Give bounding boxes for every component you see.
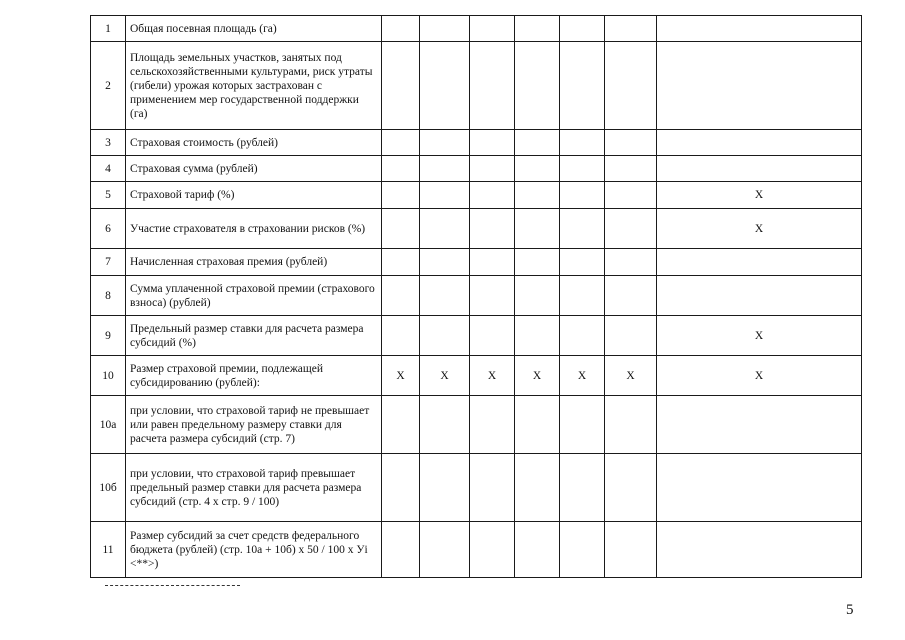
value-cell <box>382 454 420 522</box>
not-applicable-mark: X <box>657 356 862 396</box>
table-row <box>91 42 862 130</box>
page-number: 5 <box>846 602 854 618</box>
value-cell <box>657 156 862 182</box>
value-cell <box>560 130 605 156</box>
row-number: 10 <box>91 356 126 396</box>
row-label: Страховая стоимость (рублей) <box>126 130 382 156</box>
not-applicable-mark: X <box>657 209 862 249</box>
value-cell <box>560 276 605 316</box>
table-row <box>91 130 862 156</box>
value-cell <box>605 182 657 209</box>
value-cell <box>420 454 470 522</box>
table-row <box>91 182 862 209</box>
value-cell <box>470 182 515 209</box>
not-applicable-mark: X <box>605 356 657 396</box>
value-cell <box>605 16 657 42</box>
value-cell <box>657 16 862 42</box>
value-cell <box>605 522 657 578</box>
row-label: Страховой тариф (%) <box>126 182 382 209</box>
row-number: 2 <box>91 42 126 130</box>
value-cell <box>470 276 515 316</box>
value-cell <box>382 16 420 42</box>
value-cell <box>470 396 515 454</box>
value-cell <box>420 16 470 42</box>
table-row <box>91 276 862 316</box>
value-cell <box>560 316 605 356</box>
value-cell <box>382 42 420 130</box>
not-applicable-mark: X <box>420 356 470 396</box>
value-cell <box>515 249 560 276</box>
value-cell <box>560 156 605 182</box>
value-cell <box>605 130 657 156</box>
value-cell <box>382 156 420 182</box>
value-cell <box>382 276 420 316</box>
value-cell <box>515 454 560 522</box>
row-label: Предельный размер ставки для расчета размера субсидий (%) <box>126 316 382 356</box>
row-number: 1 <box>91 16 126 42</box>
value-cell <box>382 316 420 356</box>
value-cell <box>605 396 657 454</box>
row-number: 3 <box>91 130 126 156</box>
row-label: Сумма уплаченной страховой премии (страхового взноса) (рублей) <box>126 276 382 316</box>
value-cell <box>560 522 605 578</box>
value-cell <box>515 396 560 454</box>
value-cell <box>515 276 560 316</box>
value-cell <box>420 156 470 182</box>
value-cell <box>605 276 657 316</box>
row-number: 10а <box>91 396 126 454</box>
value-cell <box>560 16 605 42</box>
value-cell <box>470 156 515 182</box>
not-applicable-mark: X <box>382 356 420 396</box>
value-cell <box>420 396 470 454</box>
value-cell <box>605 316 657 356</box>
not-applicable-mark: X <box>657 316 862 356</box>
value-cell <box>470 454 515 522</box>
row-number: 5 <box>91 182 126 209</box>
not-applicable-mark: X <box>657 182 862 209</box>
row-label: Площадь земельных участков, занятых под сельскохозяйственными культурами, риск утраты (гибели) урожая которых застрахован с применением мер государственной поддержки (га) <box>126 42 382 130</box>
table-body <box>91 16 862 578</box>
row-label: при условии, что страховой тариф не превышает или равен предельному размеру ставки для расчета размера субсидий (стр. 7) <box>126 396 382 454</box>
row-label: при условии, что страховой тариф превышает предельный размер ставки для расчета размера субсидий (стр. 4 x стр. 9 / 100) <box>126 454 382 522</box>
footnote-separator <box>105 585 240 586</box>
not-applicable-mark: X <box>560 356 605 396</box>
value-cell <box>657 130 862 156</box>
table-row <box>91 249 862 276</box>
row-label: Размер субсидий за счет средств федерального бюджета (рублей) (стр. 10а + 10б) x 50 / 100 x Уi <**>) <box>126 522 382 578</box>
table-row <box>91 454 862 522</box>
value-cell <box>515 182 560 209</box>
table-row <box>91 522 862 578</box>
row-number: 11 <box>91 522 126 578</box>
value-cell <box>382 209 420 249</box>
value-cell <box>420 209 470 249</box>
value-cell <box>605 42 657 130</box>
value-cell <box>657 396 862 454</box>
subsidy-calculation-table <box>90 15 862 578</box>
value-cell <box>470 316 515 356</box>
value-cell <box>657 249 862 276</box>
value-cell <box>657 42 862 130</box>
value-cell <box>470 130 515 156</box>
value-cell <box>382 249 420 276</box>
value-cell <box>515 16 560 42</box>
value-cell <box>470 42 515 130</box>
value-cell <box>470 209 515 249</box>
value-cell <box>420 276 470 316</box>
table-row <box>91 209 862 249</box>
row-number: 8 <box>91 276 126 316</box>
row-number: 10б <box>91 454 126 522</box>
value-cell <box>382 396 420 454</box>
value-cell <box>515 522 560 578</box>
value-cell <box>657 522 862 578</box>
value-cell <box>515 42 560 130</box>
value-cell <box>560 454 605 522</box>
value-cell <box>515 209 560 249</box>
value-cell <box>382 522 420 578</box>
row-number: 4 <box>91 156 126 182</box>
value-cell <box>605 249 657 276</box>
row-number: 9 <box>91 316 126 356</box>
table-row <box>91 396 862 454</box>
value-cell <box>382 182 420 209</box>
value-cell <box>515 130 560 156</box>
row-label: Страховая сумма (рублей) <box>126 156 382 182</box>
value-cell <box>470 16 515 42</box>
table-row <box>91 356 862 396</box>
value-cell <box>470 522 515 578</box>
value-cell <box>420 130 470 156</box>
row-label: Общая посевная площадь (га) <box>126 16 382 42</box>
value-cell <box>560 209 605 249</box>
value-cell <box>420 522 470 578</box>
value-cell <box>605 209 657 249</box>
value-cell <box>382 130 420 156</box>
row-label: Начисленная страховая премия (рублей) <box>126 249 382 276</box>
table-row <box>91 316 862 356</box>
not-applicable-mark: X <box>515 356 560 396</box>
row-label: Участие страхователя в страховании рисков (%) <box>126 209 382 249</box>
value-cell <box>560 396 605 454</box>
value-cell <box>420 249 470 276</box>
value-cell <box>515 316 560 356</box>
value-cell <box>657 454 862 522</box>
value-cell <box>420 316 470 356</box>
value-cell <box>470 249 515 276</box>
value-cell <box>420 42 470 130</box>
value-cell <box>605 156 657 182</box>
row-number: 6 <box>91 209 126 249</box>
value-cell <box>560 249 605 276</box>
value-cell <box>420 182 470 209</box>
table-row <box>91 16 862 42</box>
row-label: Размер страховой премии, подлежащей субсидированию (рублей): <box>126 356 382 396</box>
table-row <box>91 156 862 182</box>
value-cell <box>657 276 862 316</box>
row-number: 7 <box>91 249 126 276</box>
not-applicable-mark: X <box>470 356 515 396</box>
value-cell <box>605 454 657 522</box>
value-cell <box>515 156 560 182</box>
value-cell <box>560 42 605 130</box>
value-cell <box>560 182 605 209</box>
